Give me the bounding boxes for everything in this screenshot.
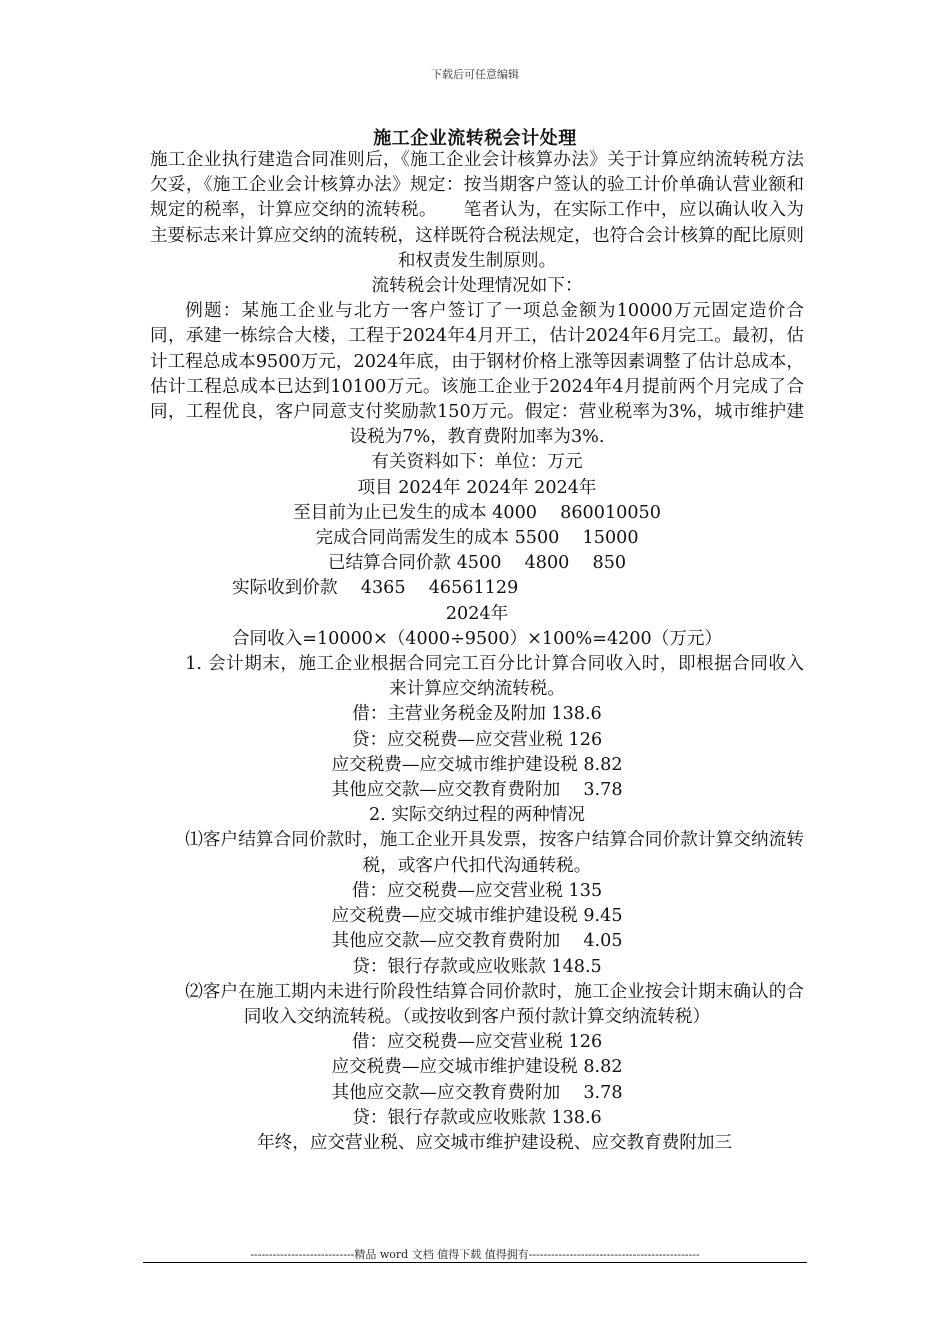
entry-line: 应交税费—应交城市维护建设税 8.82 — [331, 754, 623, 775]
entry-line: 其他应交款—应交教育费附加 3.78 — [331, 780, 623, 801]
paragraph-heading: 流转税会计处理情况如下： — [371, 276, 583, 297]
paragraph-example: 例题：某施工企业与北方一客户签订了一项总金额为10000万元固定造价合同，承建一栋综合大楼，工程于2024年4月开工，估计2024年6月完工。最初，估计工程总成本9500万元，2024年底，由于钢材价格上涨等因素调整了估计总成本，估计工程总成本已达到10100万元。该施工企业于2024年4月提前两个月完成了合同，工程优良，客户同意支付奖励款150万元。假定：营业税率为3%，城市维护建设税为7%，教育费附加率为3%. — [150, 301, 804, 448]
formula-line: 合同收入=10000×（4000÷9500）×100%=4200（万元） — [231, 628, 723, 649]
entry-line: 应交税费—应交城市维护建设税 8.82 — [331, 1057, 623, 1078]
table-row-cost-incurred: 至目前为止已发生的成本 4000 860010050 — [293, 502, 661, 523]
document-body — [150, 148, 804, 1156]
paragraph-case-1: ⑴客户结算合同价款时，施工企业开具发票，按客户结算合同价款计算交纳流转税，或客户代扣代沟通转税。 — [185, 830, 804, 876]
entry-line: 贷：应交税费—应交营业税 126 — [351, 729, 603, 750]
entry-line: 贷：银行存款或应收账款 148.5 — [352, 956, 602, 977]
paragraph-step-1: 1. 会计期末，施工企业根据合同完工百分比计算合同收入时，即根据合同收入来计算应交纳流转税。 — [185, 654, 804, 700]
entry-line: 其他应交款—应交教育费附加 3.78 — [331, 1082, 623, 1103]
entry-line: 贷：银行存款或应收账款 138.6 — [352, 1107, 602, 1128]
entry-line: 借：主营业务税金及附加 138.6 — [352, 704, 602, 725]
paragraph-year-end: 年终，应交营业税、应交城市维护建设税、应交教育费附加三 — [257, 1132, 733, 1153]
paragraph-case-2: ⑵客户在施工期内未进行阶段性结算合同价款时，施工企业按会计期末确认的合同收入交纳流转税。（或按收到客户预付款计算交纳流转税） — [185, 981, 804, 1027]
footer-rule — [143, 1262, 807, 1263]
page-footer: ----------------------------精品 word 文档 值得下载 值得拥有---------------------------------------------- — [250, 1248, 700, 1261]
entry-line: 其他应交款—应交教育费附加 4.05 — [331, 931, 623, 952]
paragraph-intro: 施工企业执行建造合同准则后，《施工企业会计核算办法》关于计算应纳流转税方法欠妥，《施工企业会计核算办法》规定：按当期客户签认的验工计价单确认营业额和规定的税率，计算应交纳的流转税。 笔者认为，在实际工作中，应以确认收入为主要标志来计算应交纳的流转税，这样既符合税法规定，也符合会计核算的配比原则和权责发生制原则。 — [150, 150, 804, 271]
document-title: 施工企业流转税会计处理 — [373, 128, 577, 149]
year-label: 2024年 — [445, 603, 509, 624]
table-row-billed: 已结算合同价款 4500 4800 850 — [327, 553, 627, 574]
entry-line: 借：应交税费—应交营业税 135 — [351, 880, 603, 901]
table-row-cost-remaining: 完成合同尚需发生的成本 5500 15000 — [315, 528, 639, 549]
entry-line: 应交税费—应交城市维护建设税 9.45 — [331, 906, 623, 927]
paragraph-step-2: 2. 实际交纳过程的两种情况 — [369, 805, 585, 826]
page-header: 下载后可任意编辑 — [431, 68, 519, 81]
paragraph-unit: 有关资料如下：单位：万元 — [371, 452, 583, 473]
table-header-row: 项目 2024年 2024年 2024年 — [357, 477, 597, 498]
table-row-received: 实际收到价款 4365 46561129 — [232, 578, 519, 599]
entry-line: 借：应交税费—应交营业税 126 — [351, 1032, 603, 1053]
